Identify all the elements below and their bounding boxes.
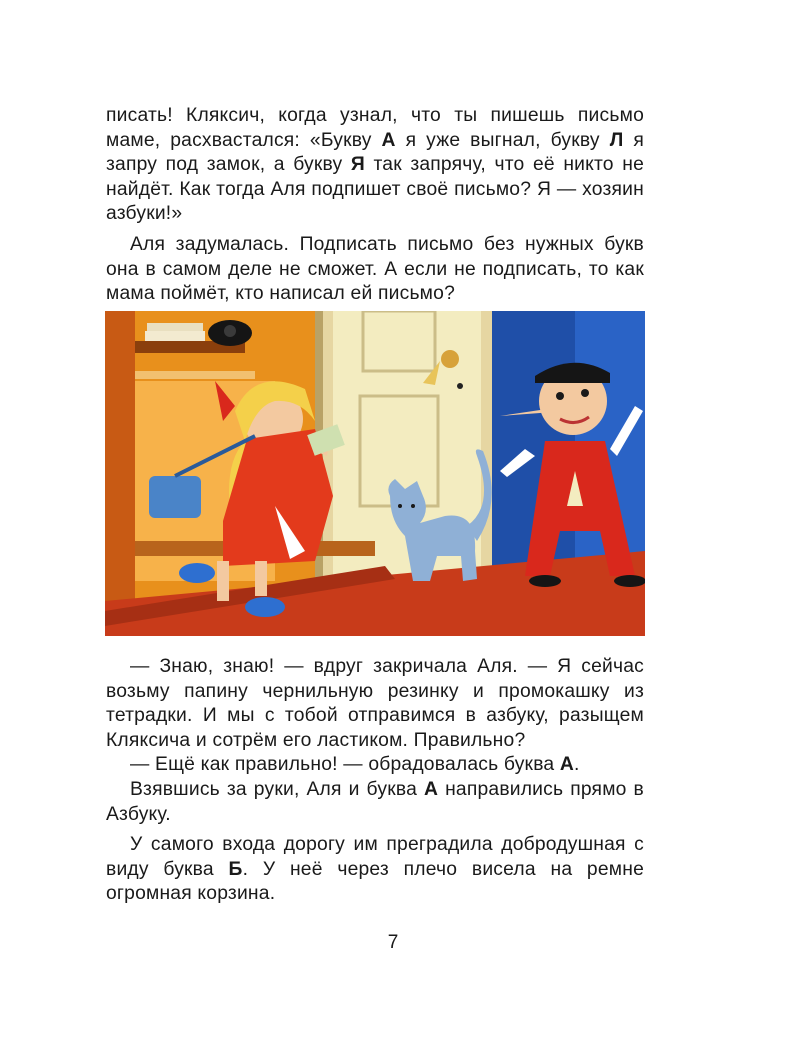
text-block-top <box>106 104 644 307</box>
paragraph: Взявшись за руки, Аля и буква А направились прямо в Азбуку. <box>106 778 644 825</box>
bold-letter: Б <box>228 858 243 880</box>
story-illustration <box>105 311 645 636</box>
text-block-bottom <box>106 655 644 907</box>
bold-letter: Л <box>609 129 624 151</box>
satchel-shape <box>149 476 201 518</box>
paragraph: — Ещё как правильно! — обрадовалась буква А. <box>130 754 580 776</box>
door-knob <box>441 350 459 368</box>
paragraph: Аля задумалась. Подписать письмо без нужных букв она в самом деле не сможет. А если не подписать, то как мама поймёт, кто написал ей письмо? <box>106 233 644 305</box>
bold-letter: А <box>381 129 396 151</box>
bold-letter: Я <box>350 154 365 176</box>
bold-letter: А <box>423 778 439 800</box>
bold-letter: А <box>559 754 575 776</box>
paragraph: У самого входа дорогу им преградила добродушная с виду буква Б. У неё через плечо висела на ремне огромная корзина. <box>106 834 644 905</box>
paragraph: писать! Кляксич, когда узнал, что ты пишешь письмо маме, расхвастался: «Букву А я уже выгнал, букву Л я запру под замок, а букву Я так запрячу, что её никто не найдёт. Как тогда Аля подпишет своё письмо? Я — хозяин азбуки!» <box>106 105 645 225</box>
paragraph: — Знаю, знаю! — вдруг закричала Аля. — Я сейчас возьму папину чернильную резинку и промокашку из тетрадки. И мы с тобой отправимся в азбуку, разыщем Кляксича и сотрём его ластиком. Правильно? <box>106 656 644 751</box>
page-number: 7 <box>387 932 399 953</box>
